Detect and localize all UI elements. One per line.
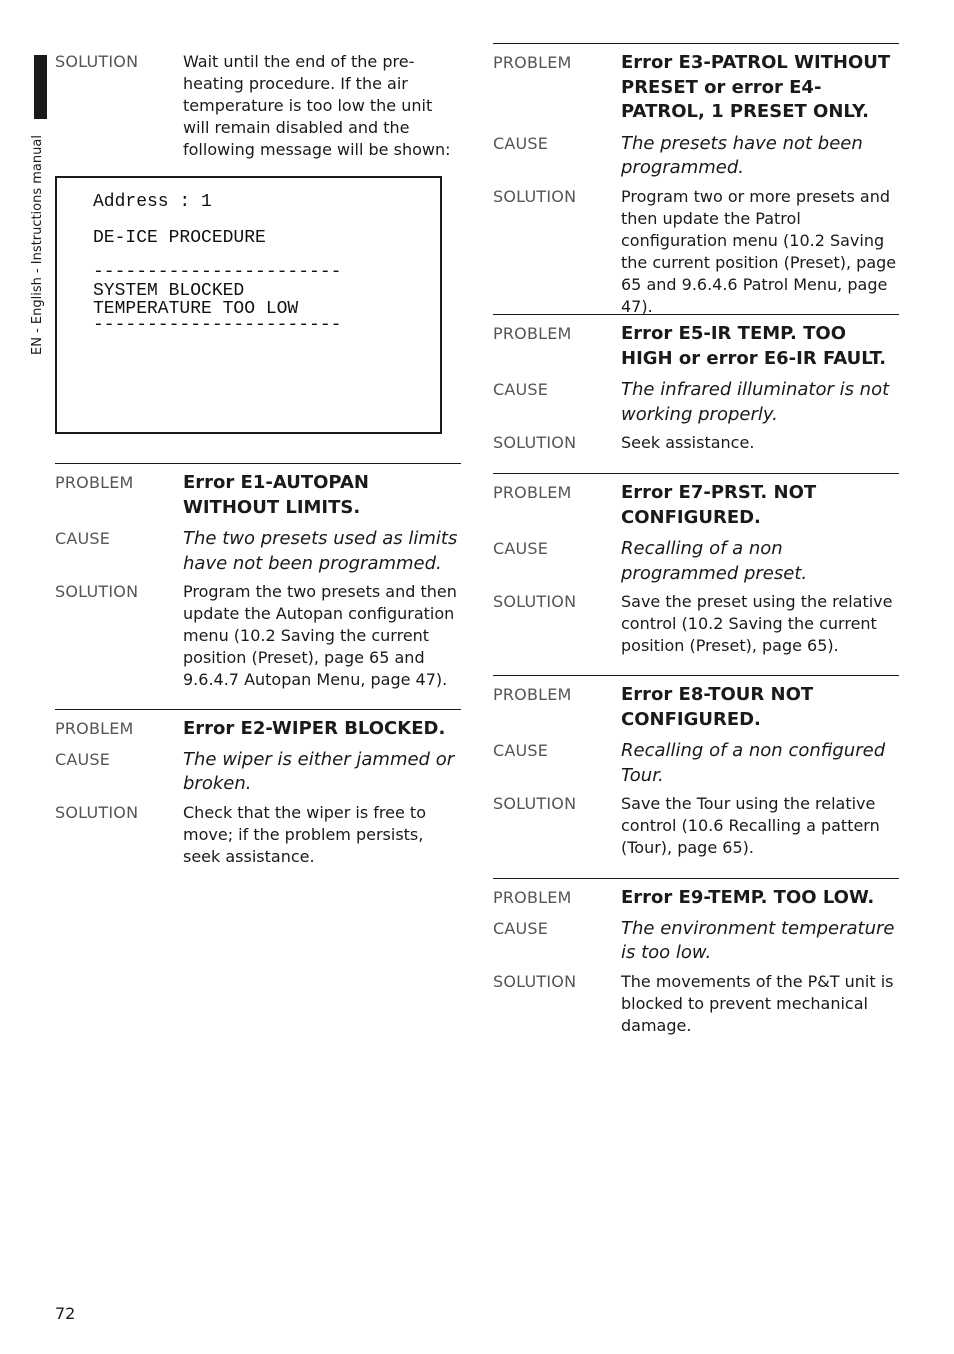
problem-label: PROBLEM <box>493 483 572 502</box>
solution-label: SOLUTION <box>55 802 139 822</box>
cause-label: CAUSE <box>493 918 549 938</box>
problem-text: Error E1-AUTOPAN WITHOUT LIMITS. <box>183 472 369 518</box>
solution-label: SOLUTION <box>493 186 577 206</box>
solution-label: SOLUTION <box>493 592 577 611</box>
error-e7-section <box>493 473 899 657</box>
cause-text: The wiper is either jammed or broken. <box>183 748 455 794</box>
cause-text: Recalling of a non programmed preset. <box>621 538 808 584</box>
problem-text: Error E8-TOUR NOT CONFIGURED. <box>621 684 814 730</box>
screen-divider-top: ----------------------- <box>93 262 342 282</box>
problem-text: Error E3-PATROL WITHOUT PRESET or error E4-PATROL, 1 PRESET ONLY. <box>621 52 891 122</box>
screen-line-blocked: SYSTEM BLOCKED <box>93 281 245 301</box>
sidebar-label: EN - English - Instructions manual <box>30 135 45 355</box>
cause-label: CAUSE <box>493 133 549 153</box>
solution-text: Save the preset using the relative control (10.2 Saving the current position (Preset), page 65). <box>621 592 893 655</box>
solution-text: Seek assistance. <box>621 433 755 452</box>
solution-label: SOLUTION <box>493 971 577 991</box>
error-e3-section <box>493 43 899 318</box>
solution-label: SOLUTION <box>55 52 139 71</box>
problem-text: Error E2-WIPER BLOCKED. <box>183 718 446 739</box>
cause-label: CAUSE <box>493 380 549 399</box>
problem-label: PROBLEM <box>493 888 572 907</box>
error-e2-section <box>55 709 461 868</box>
problem-label: PROBLEM <box>493 685 572 704</box>
problem-text: Error E7-PRST. NOT CONFIGURED. <box>621 482 817 528</box>
solution-text: Check that the wiper is free to move; if the problem persists, seek assistance. <box>183 802 426 866</box>
page-number: 72 <box>55 1304 76 1323</box>
cause-label: CAUSE <box>55 529 111 548</box>
solution-text: The movements of the P&T unit is blocked to prevent mechanical damage. <box>621 971 894 1035</box>
cause-text: Recalling of a non configured Tour. <box>621 740 886 786</box>
problem-label: PROBLEM <box>55 719 134 738</box>
screen-divider-bottom: ----------------------- <box>93 315 342 335</box>
error-e8-section <box>493 675 899 859</box>
screen-line-address: Address : 1 <box>93 192 212 212</box>
cause-label: CAUSE <box>493 539 549 558</box>
solution-text: Save the Tour using the relative control (10.6 Recalling a pattern (Tour), page 65). <box>621 794 880 857</box>
cause-label: CAUSE <box>55 749 111 769</box>
problem-text: Error E5-IR TEMP. TOO HIGH or error E6-IR FAULT. <box>621 323 887 369</box>
error-e9-section <box>493 878 899 1037</box>
solution-text: Program two or more presets and then update the Patrol configuration menu (10.2 Saving the current position (Preset), page 65 and 9.6.4.6 Patrol Menu, page 47). <box>621 186 897 316</box>
cause-text: The infrared illuminator is not working properly. <box>621 379 890 425</box>
cause-text: The environment temperature is too low. <box>621 917 895 963</box>
problem-label: PROBLEM <box>55 473 134 492</box>
cause-text: The presets have not been programmed. <box>621 132 863 178</box>
problem-label: PROBLEM <box>493 53 572 72</box>
cause-text: The two presets used as limits have not been programmed. <box>183 528 458 574</box>
error-e5-section <box>493 314 899 454</box>
cause-label: CAUSE <box>493 741 549 760</box>
solution-label: SOLUTION <box>493 433 577 452</box>
intro-solution <box>55 51 461 161</box>
solution-label: SOLUTION <box>55 582 139 601</box>
sidebar-marker <box>34 55 47 119</box>
screen-line-temp: TEMPERATURE TOO LOW <box>93 299 299 319</box>
solution-text: Program the two presets and then update the Autopan configuration menu (10.2 Saving the current position (Preset), page 65 and 9.6.4.7 Autopan Menu, page 47). <box>183 582 457 689</box>
problem-label: PROBLEM <box>493 324 572 343</box>
solution-label: SOLUTION <box>493 794 577 813</box>
screen-line-procedure: DE-ICE PROCEDURE <box>93 228 266 248</box>
display-screen <box>55 176 442 434</box>
error-e1-section <box>55 463 461 691</box>
problem-text: Error E9-TEMP. TOO LOW. <box>621 887 875 908</box>
solution-text: Wait until the end of the pre-heating procedure. If the air temperature is too low the unit will remain disabled and the following message will be shown: <box>183 52 451 159</box>
